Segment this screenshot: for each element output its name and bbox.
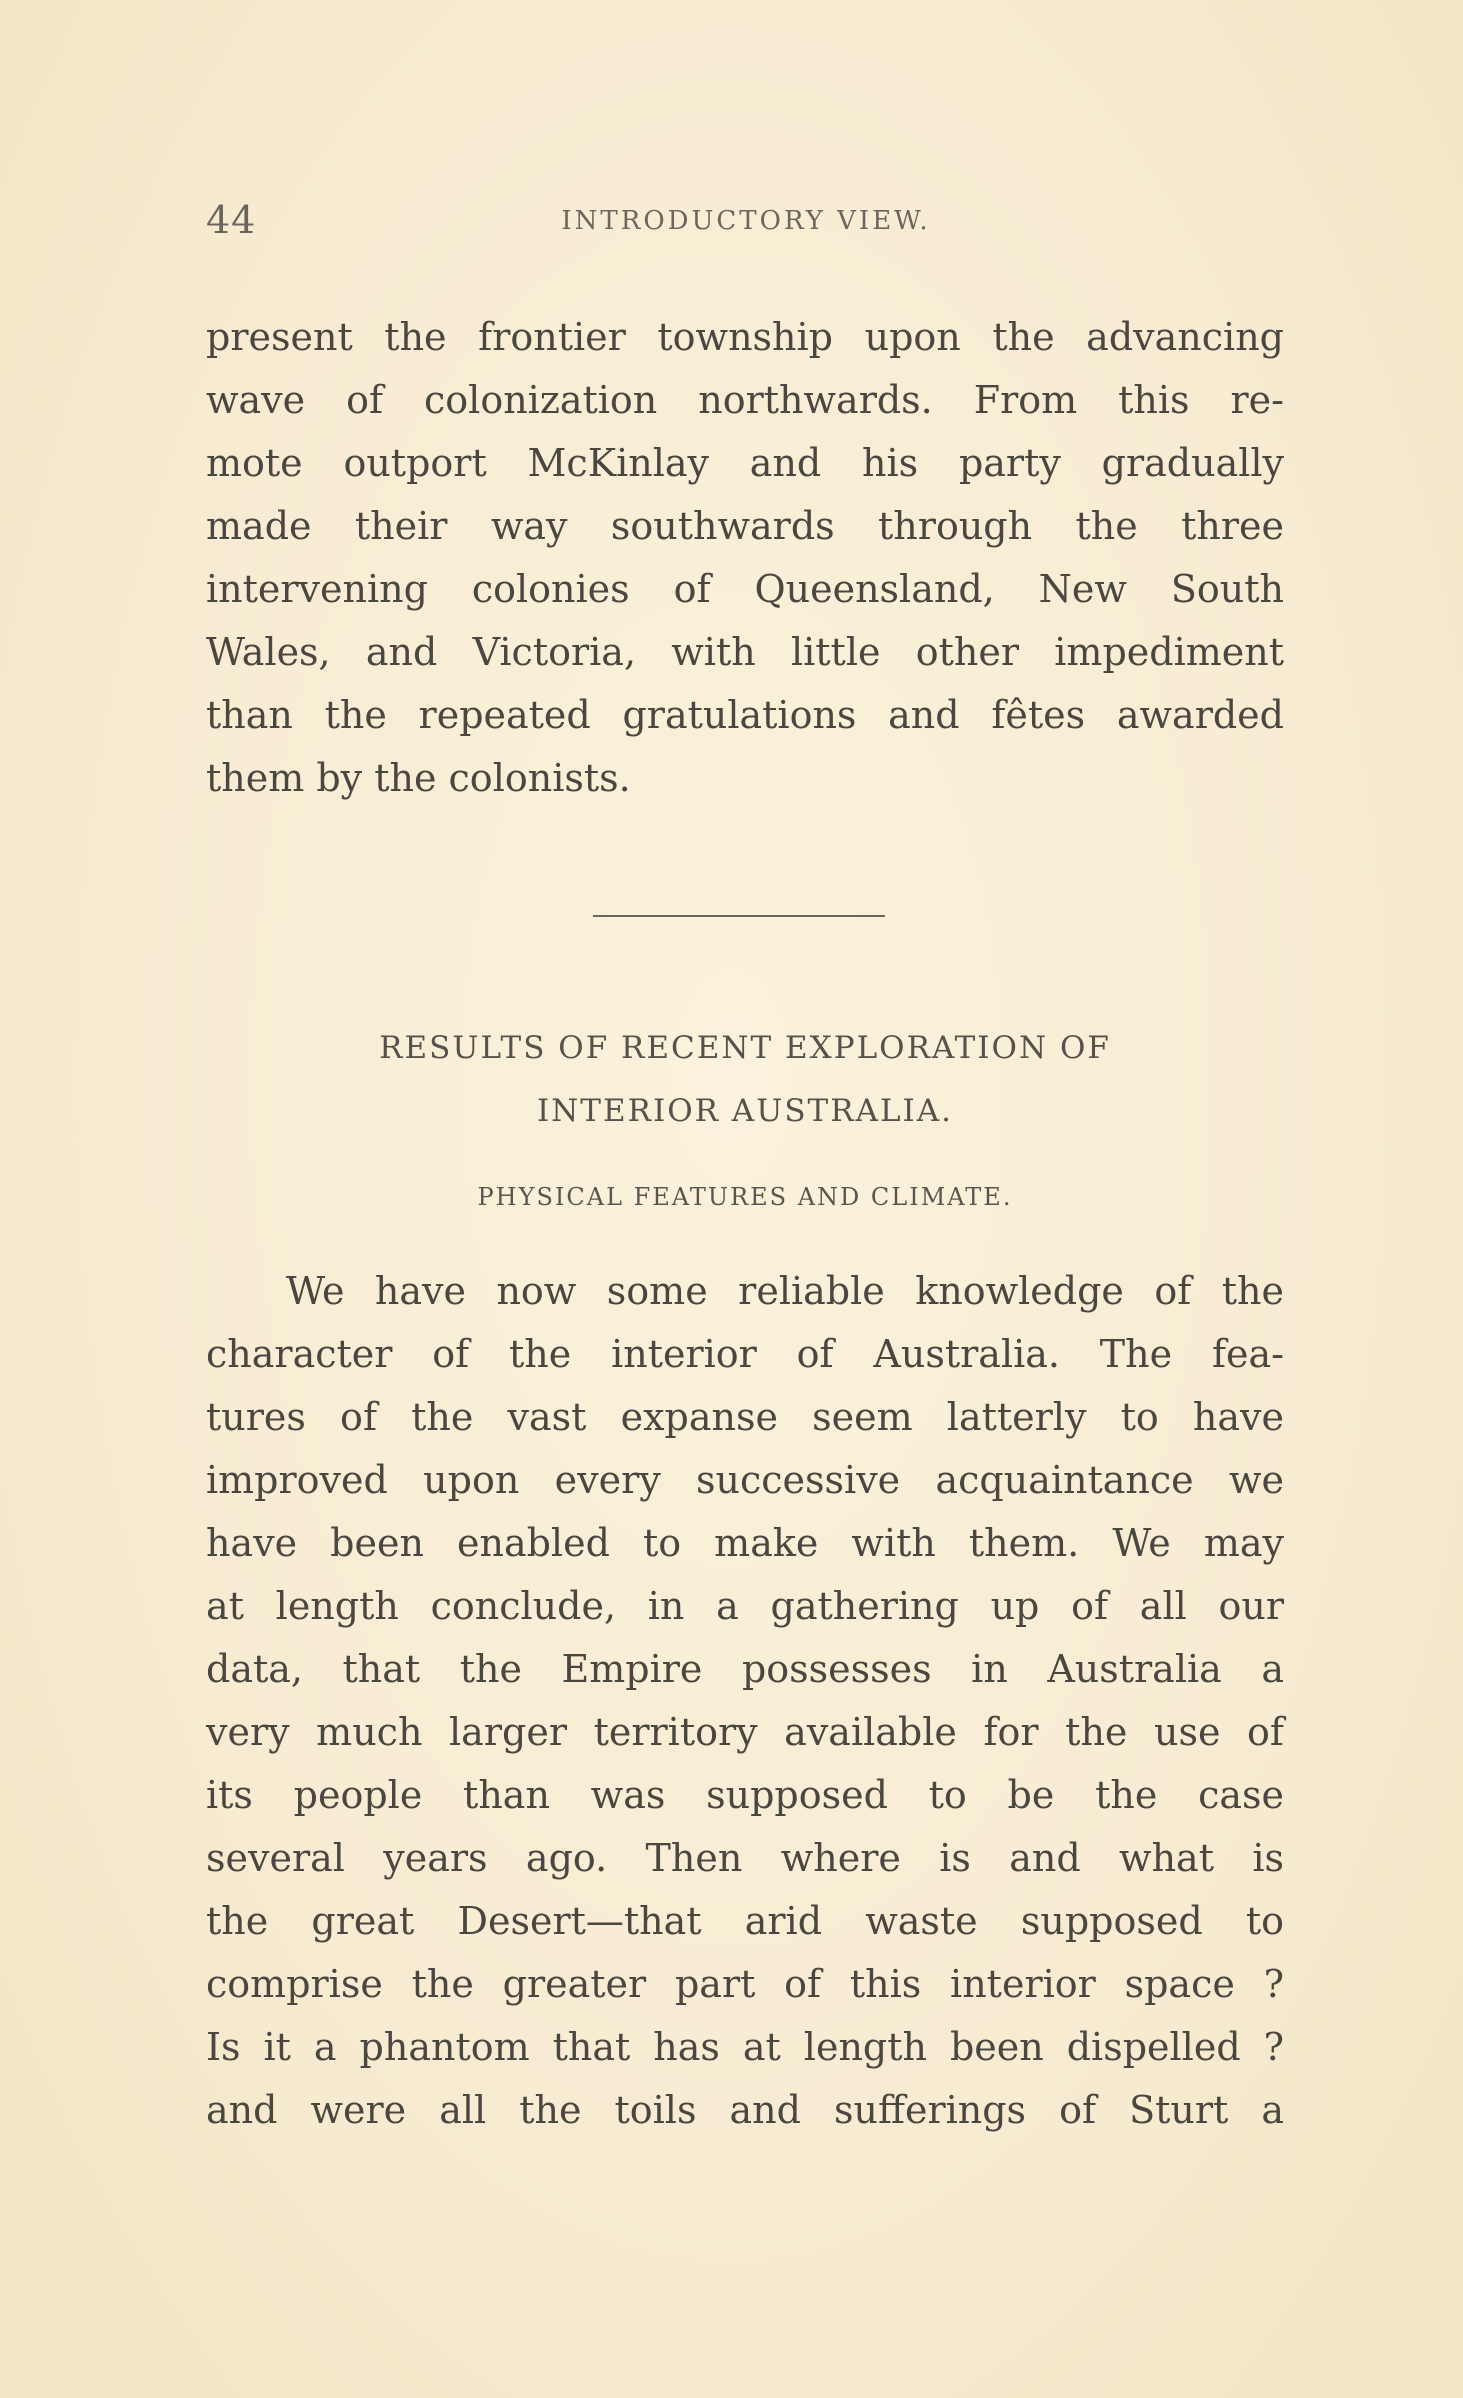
text-line: comprise the greater part of this interior space ? bbox=[206, 1962, 1284, 2006]
page-number: 44 bbox=[206, 198, 257, 242]
text-line: very much larger territory available for the use of bbox=[206, 1710, 1284, 1754]
text-line: and were all the toils and sufferings of Sturt a bbox=[206, 2088, 1284, 2132]
text-line: present the frontier township upon the advancing bbox=[206, 315, 1284, 359]
text-line: tures of the vast expanse seem latterly to have bbox=[206, 1395, 1284, 1439]
text-line: data, that the Empire possesses in Australia a bbox=[206, 1647, 1284, 1691]
section-title-line-1: RESULTS OF RECENT EXPLORATION OF bbox=[379, 1030, 1111, 1066]
text-line: Is it a phantom that has at length been dispelled ? bbox=[206, 2025, 1284, 2069]
text-line: have been enabled to make with them. We may bbox=[206, 1521, 1284, 1565]
text-line: at length conclude, in a gathering up of all our bbox=[206, 1584, 1284, 1628]
running-head bbox=[206, 198, 1286, 248]
text-line: Wales, and Victoria, with little other impediment bbox=[206, 630, 1284, 674]
paragraph-continuation bbox=[206, 306, 1284, 810]
text-line: mote outport McKinlay and his party gradually bbox=[206, 441, 1284, 485]
text-line: improved upon every successive acquaintance we bbox=[206, 1458, 1284, 1502]
running-title: INTRODUCTORY VIEW. bbox=[561, 206, 931, 236]
text-line: wave of colonization northwards. From this re- bbox=[206, 378, 1284, 422]
text-line: made their way southwards through the three bbox=[206, 504, 1284, 548]
subsection-title: PHYSICAL FEATURES AND CLIMATE. bbox=[477, 1183, 1013, 1211]
text-line: We have now some reliable knowledge of the bbox=[286, 1269, 1284, 1313]
text-line: character of the interior of Australia. The fea- bbox=[206, 1332, 1284, 1376]
text-line: the great Desert—that arid waste supposed to bbox=[206, 1899, 1284, 1943]
text-line: them by the colonists. bbox=[206, 756, 631, 800]
text-line: several years ago. Then where is and what is bbox=[206, 1836, 1284, 1880]
paragraph-section-body bbox=[206, 1260, 1284, 2142]
text-line: than the repeated gratulations and fêtes awarded bbox=[206, 693, 1284, 737]
text-line: intervening colonies of Queensland, New South bbox=[206, 567, 1284, 611]
section-divider bbox=[593, 915, 885, 917]
text-line: its people than was supposed to be the case bbox=[206, 1773, 1284, 1817]
section-title-line-2: INTERIOR AUSTRALIA. bbox=[536, 1093, 954, 1129]
